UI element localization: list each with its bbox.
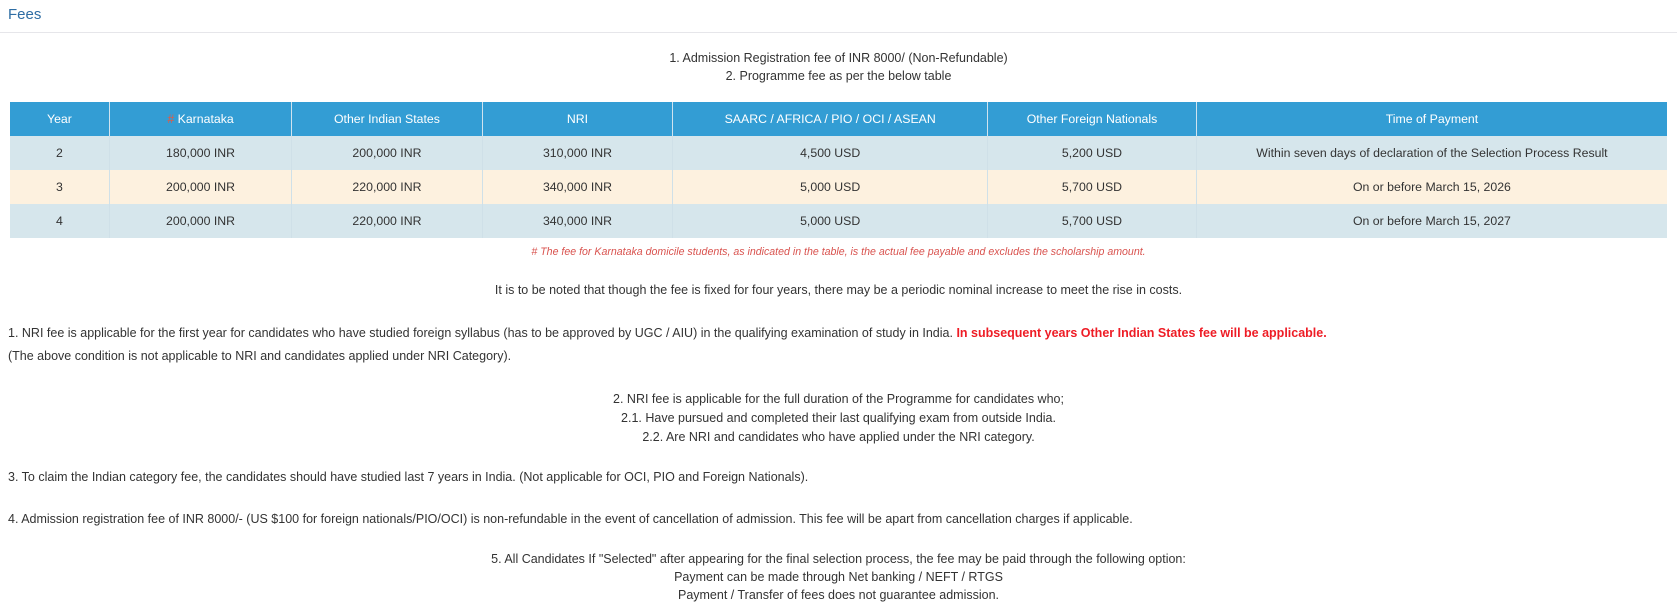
page-header — [0, 0, 1677, 33]
note-item-1 — [8, 299, 1669, 343]
cell-year: 2 — [10, 136, 109, 170]
table-row — [10, 204, 1667, 238]
hash-marker-icon: # — [167, 112, 175, 126]
column-header-saarc: SAARC / AFRICA / PIO / OCI / ASEAN — [673, 102, 988, 136]
note-item-2-1: 2.1. Have pursued and completed their last qualifying exam from outside India. — [621, 411, 1056, 425]
page-title: Fees — [8, 6, 42, 23]
cell-time-of-payment: On or before March 15, 2026 — [1196, 170, 1667, 204]
cell-karnataka: 180,000 INR — [109, 136, 291, 170]
cell-other-foreign: 5,700 USD — [988, 170, 1197, 204]
note-item-5-payment-method: Payment can be made through Net banking / NEFT / RTGS — [674, 570, 1003, 584]
note-item-5-disclaimer: Payment / Transfer of fees does not guarantee admission. — [677, 588, 999, 602]
cell-saarc: 4,500 USD — [673, 136, 988, 170]
column-header-time-of-payment: Time of Payment — [1196, 102, 1667, 136]
cell-other-indian-states: 220,000 INR — [292, 170, 483, 204]
cell-time-of-payment: On or before March 15, 2027 — [1196, 204, 1667, 238]
cell-other-foreign: 5,700 USD — [988, 204, 1197, 238]
cell-other-indian-states: 200,000 INR — [292, 136, 483, 170]
cell-year: 3 — [10, 170, 109, 204]
column-header-other-foreign-nationals: Other Foreign Nationals — [988, 102, 1197, 136]
cell-nri: 310,000 INR — [482, 136, 673, 170]
cell-nri: 340,000 INR — [482, 170, 673, 204]
intro-line-registration-fee: 1. Admission Registration fee of INR 8000/ (Non-Refundable) — [669, 51, 1008, 65]
note-item-4: 4. Admission registration fee of INR 8000/- (US $100 for foreign nationals/PIO/OCI) is non-refundable in the event of cancellation of admission. This fee will be apart from cancellation charges if applicable. — [8, 512, 1133, 526]
column-header-year: Year — [10, 102, 109, 136]
column-header-karnataka — [109, 102, 291, 136]
table-row — [10, 170, 1667, 204]
column-header-nri: NRI — [482, 102, 673, 136]
note-item-1-emphasis: In subsequent years Other Indian States fee will be applicable. — [956, 326, 1327, 340]
cell-other-indian-states: 220,000 INR — [292, 204, 483, 238]
fee-table-container — [0, 85, 1677, 259]
cell-saarc: 5,000 USD — [673, 204, 988, 238]
cell-saarc: 5,000 USD — [673, 170, 988, 204]
notes-section — [0, 259, 1677, 604]
fee-table-head — [10, 102, 1667, 136]
note-item-2-2: 2.2. Are NRI and candidates who have applied under the NRI category. — [642, 430, 1035, 444]
note-item-5: 5. All Candidates If "Selected" after appearing for the final selection process, the fee may be paid through the following option: — [491, 552, 1186, 566]
cell-year: 4 — [10, 204, 109, 238]
fee-table — [10, 102, 1667, 238]
note-item-1-text: 1. NRI fee is applicable for the first year for candidates who have studied foreign syllabus (has to be approved by UGC / AIU) in the qualifying examination of study in India. — [8, 326, 953, 340]
cell-karnataka: 200,000 INR — [109, 170, 291, 204]
cell-other-foreign: 5,200 USD — [988, 136, 1197, 170]
intro-line-programme-fee: 2. Programme fee as per the below table — [725, 69, 952, 83]
intro-section — [0, 33, 1677, 85]
table-header-row — [10, 102, 1667, 136]
column-header-other-indian-states: Other Indian States — [292, 102, 483, 136]
table-row — [10, 136, 1667, 170]
cell-karnataka: 200,000 INR — [109, 204, 291, 238]
note-fixed-fee: It is to be noted that though the fee is fixed for four years, there may be a periodic nominal increase to meet the rise in costs. — [494, 283, 1183, 297]
column-header-karnataka-label: Karnataka — [177, 112, 234, 126]
table-footnote: # The fee for Karnataka domicile students, as indicated in the table, is the actual fee payable and excludes the scholarship amount. — [531, 246, 1146, 258]
note-item-2: 2. NRI fee is applicable for the full duration of the Programme for candidates who; — [613, 392, 1064, 406]
cell-time-of-payment: Within seven days of declaration of the Selection Process Result — [1196, 136, 1667, 170]
note-item-3: 3. To claim the Indian category fee, the candidates should have studied last 7 years in India. (Not applicable for OCI, PIO and Foreign Nationals). — [8, 470, 809, 484]
cell-nri: 340,000 INR — [482, 204, 673, 238]
fee-table-body — [10, 136, 1667, 238]
note-item-1-condition: (The above condition is not applicable to NRI and candidates applied under NRI Category). — [8, 349, 512, 363]
